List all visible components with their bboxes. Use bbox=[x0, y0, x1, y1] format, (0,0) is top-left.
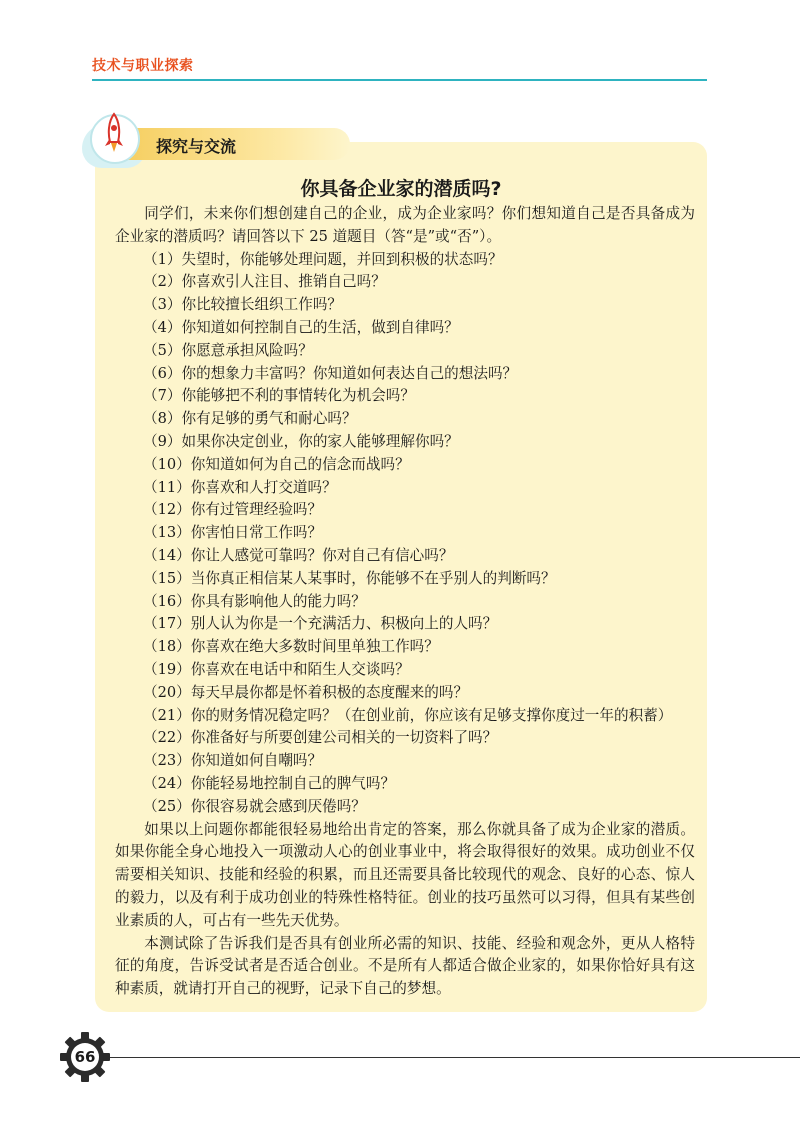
question-item: （7）你能够把不利的事情转化为机会吗？ bbox=[143, 387, 415, 405]
page-number: 66 bbox=[74, 1048, 96, 1066]
question-item: （14）你让人感觉可靠吗？你对自己有信心吗？ bbox=[143, 546, 454, 564]
section-tab-label: 探究与交流 bbox=[156, 137, 237, 156]
intro-paragraph: 同学们，未来你们想创建自己的企业，成为企业家吗？你们想知道自己是否具备成为企业家的潜质吗？请回答以下 25 道题目（答“是”或“否”）。 bbox=[115, 205, 695, 245]
question-item: （2）你喜欢引人注目、推销自己吗？ bbox=[143, 273, 386, 291]
question-item: （10）你知道如何为自己的信念而战吗？ bbox=[143, 455, 410, 473]
section-title: 你具备企业家的潜质吗? bbox=[300, 178, 502, 200]
conclusion-paragraph: 本测试除了告诉我们是否具有创业所必需的知识、技能、经验和观念外，更从人格特征的角度，告诉受试者是否适合创业。不是所有人都适合做企业家的，如果你恰好具有这种素质，就请打开自己的视野，记录下自己的梦想。 bbox=[115, 934, 695, 998]
question-list bbox=[115, 249, 695, 819]
question-item: （17）别人认为你是一个充满活力、积极向上的人吗？ bbox=[143, 615, 498, 633]
question-item: （12）你有过管理经验吗？ bbox=[143, 501, 323, 519]
question-item: （20）每天早晨你都是怀着积极的态度醒来的吗？ bbox=[143, 683, 469, 701]
question-item: （8）你有足够的勇气和耐心吗？ bbox=[143, 410, 357, 428]
article-body bbox=[115, 203, 695, 1001]
question-item: （19）你喜欢在电话中和陌生人交谈吗？ bbox=[143, 660, 410, 678]
question-item: （1）失望时，你能够处理问题，并回到积极的状态吗？ bbox=[143, 250, 503, 268]
question-item: （9）如果你决定创业，你的家人能够理解你吗？ bbox=[143, 432, 459, 450]
question-item: （21）你的财务情况稳定吗？（在创业前，你应该有足够支撑你度过一年的积蓄） bbox=[143, 706, 673, 724]
conclusion-paragraph: 如果以上问题你都能很轻易地给出肯定的答案，那么你就具备了成为企业家的潜质。如果你能全身心地投入一项激动人心的创业事业中，将会取得很好的效果。成功创业不仅需要相关知识、技能和经验的积累，而且还需要具备比较现代的观念、良好的心态、惊人的毅力，以及有利于成功创业的特殊性格特征。创业的技巧虽然可以习得，但具有某些创业素质的人，可占有一些先天优势。 bbox=[115, 820, 695, 929]
question-item: （6）你的想象力丰富吗？你知道如何表达自己的想法吗？ bbox=[143, 364, 518, 382]
question-item: （22）你准备好与所要创建公司相关的一切资料了吗？ bbox=[143, 729, 498, 747]
header-title: 技术与职业探索 bbox=[92, 58, 194, 74]
question-item: （5）你愿意承担风险吗？ bbox=[143, 341, 313, 359]
question-item: （23）你知道如何自嘲吗？ bbox=[143, 752, 323, 770]
running-header bbox=[92, 55, 707, 81]
rocket-icon bbox=[100, 112, 128, 158]
footer-rule bbox=[100, 1057, 800, 1058]
question-item: （24）你能轻易地控制自己的脾气吗？ bbox=[143, 774, 396, 792]
question-item: （13）你害怕日常工作吗？ bbox=[143, 524, 323, 542]
question-item: （15）当你真正相信某人某事时，你能够不在乎别人的判断吗？ bbox=[143, 569, 556, 587]
question-item: （11）你喜欢和人打交道吗？ bbox=[143, 478, 337, 496]
question-item: （4）你知道如何控制自己的生活，做到自律吗？ bbox=[143, 318, 459, 336]
question-item: （25）你很容易就会感到厌倦吗？ bbox=[143, 797, 366, 815]
section-tab bbox=[82, 108, 282, 168]
question-item: （16）你具有影响他人的能力吗？ bbox=[143, 592, 366, 610]
question-item: （18）你喜欢在绝大多数时间里单独工作吗？ bbox=[143, 638, 439, 656]
question-item: （3）你比较擅长组织工作吗？ bbox=[143, 296, 343, 314]
